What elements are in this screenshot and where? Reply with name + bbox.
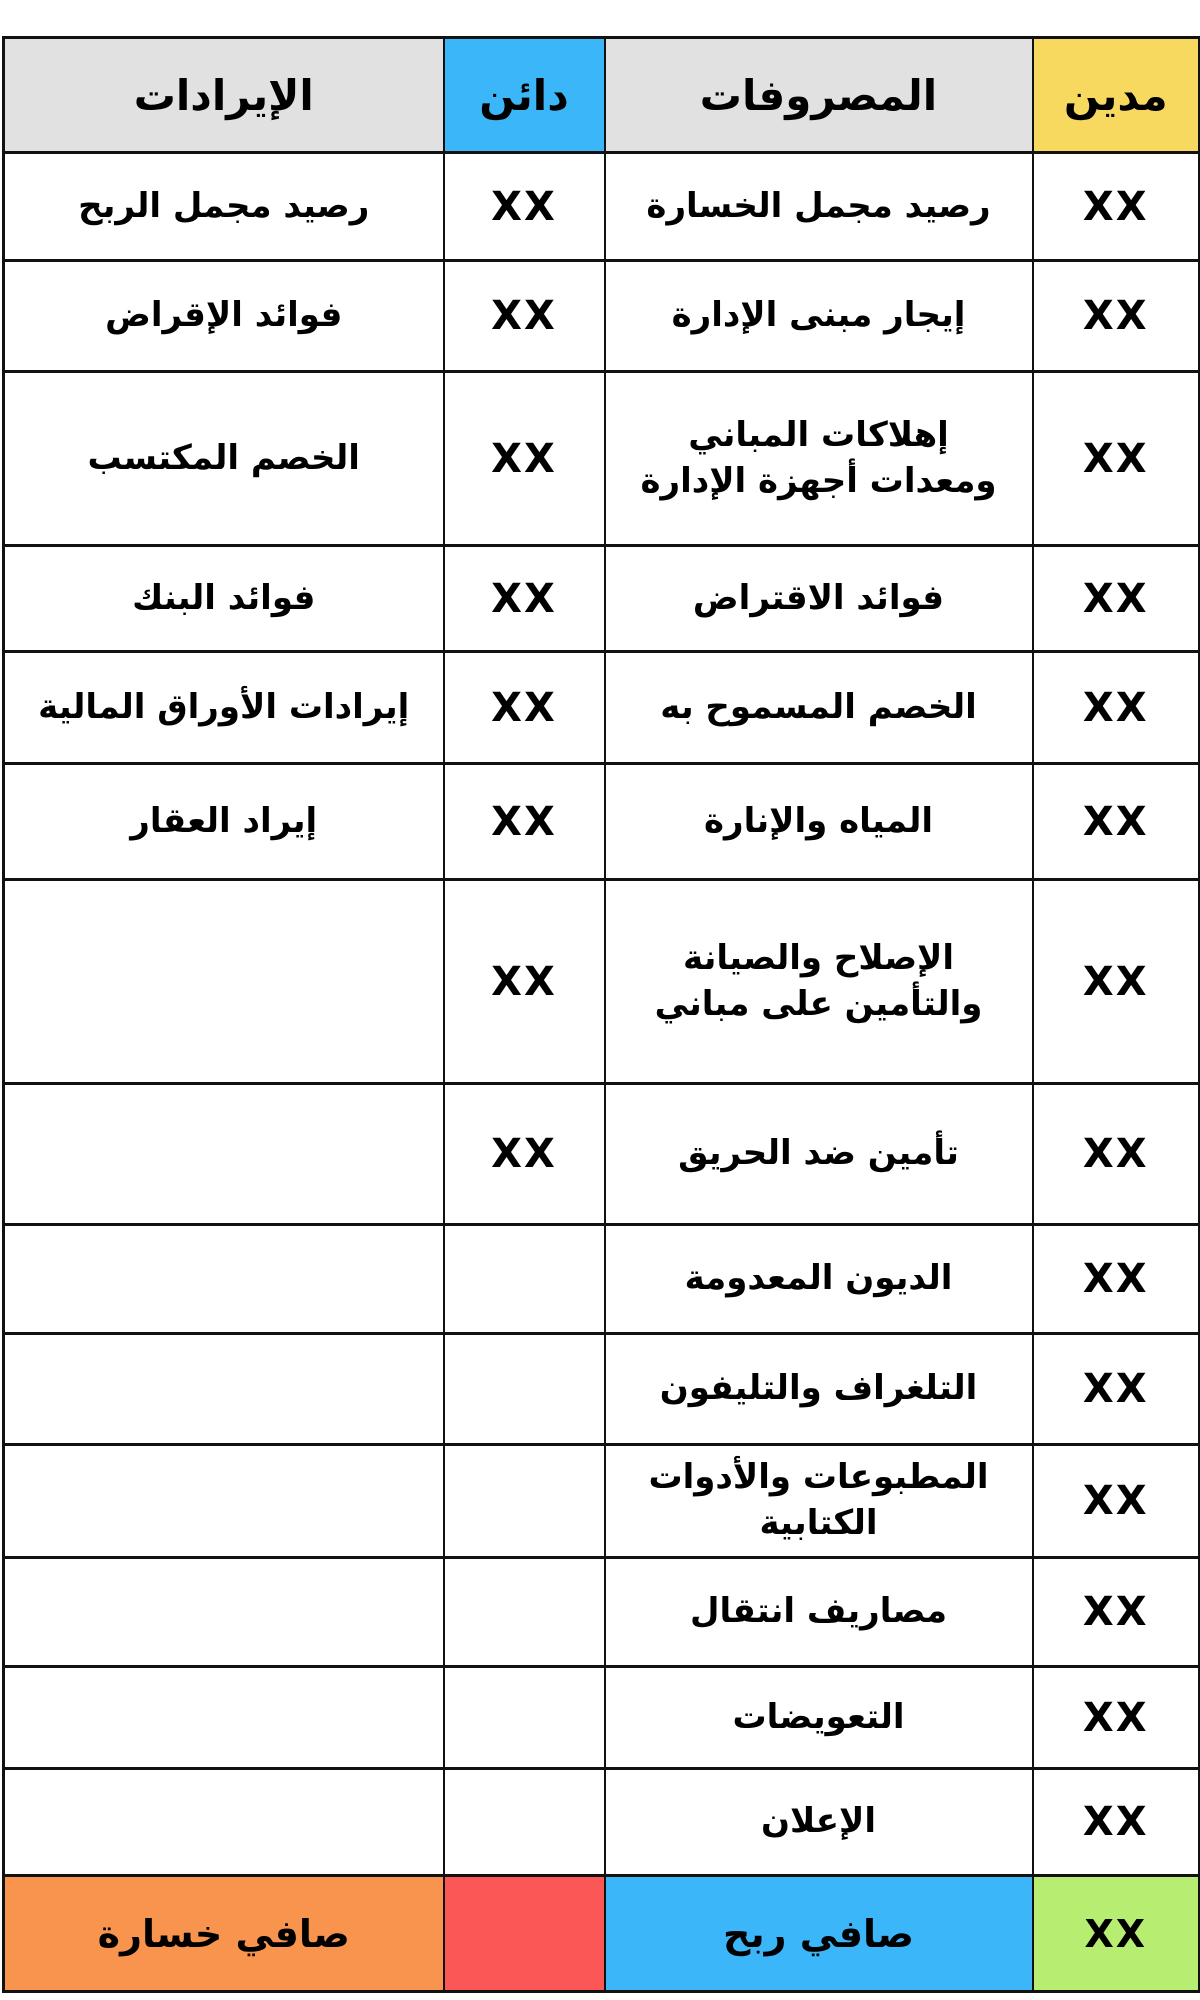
debit-value-cell: XX: [1033, 1225, 1200, 1334]
revenue-label-cell: رصيد مجمل الربح: [4, 153, 444, 261]
revenue-label-cell: [4, 1667, 444, 1769]
revenue-label-cell: [4, 1334, 444, 1445]
footer-net-loss-cell: صافي خسارة: [4, 1876, 444, 1992]
debit-value-cell: XX: [1033, 153, 1200, 261]
footer-credit-cell: [444, 1876, 605, 1992]
debit-value-cell: XX: [1033, 764, 1200, 880]
debit-value-cell: XX: [1033, 1445, 1200, 1558]
footer-net-profit-cell: صافي ربح: [605, 1876, 1033, 1992]
revenue-label-cell: [4, 880, 444, 1084]
profit-loss-table: [2, 36, 1200, 1993]
credit-value-cell: [444, 1558, 605, 1667]
table-row: [4, 1445, 1200, 1558]
expense-label-cell: الخصم المسموح به: [605, 652, 1033, 764]
expense-label-cell: الديون المعدومة: [605, 1225, 1033, 1334]
table-row: [4, 764, 1200, 880]
expense-label-cell: الإعلان: [605, 1769, 1033, 1876]
table-row: [4, 1558, 1200, 1667]
credit-value-cell: [444, 1445, 605, 1558]
revenue-label-cell: إيراد العقار: [4, 764, 444, 880]
table-row: [4, 1334, 1200, 1445]
table-row: [4, 1769, 1200, 1876]
expense-label-cell: إهلاكات المباني ومعدات أجهزة الإدارة: [605, 372, 1033, 546]
debit-value-cell: XX: [1033, 546, 1200, 652]
table-row: [4, 1084, 1200, 1225]
debit-value-cell: XX: [1033, 1558, 1200, 1667]
credit-value-cell: [444, 1769, 605, 1876]
header-credit: دائن: [444, 38, 605, 153]
table-body: [4, 153, 1200, 1876]
expense-label-cell: فوائد الاقتراض: [605, 546, 1033, 652]
table-row: [4, 1667, 1200, 1769]
credit-value-cell: XX: [444, 372, 605, 546]
table-footer: [4, 1876, 1200, 1992]
credit-value-cell: XX: [444, 764, 605, 880]
expense-label-cell: تأمين ضد الحريق: [605, 1084, 1033, 1225]
revenue-label-cell: [4, 1084, 444, 1225]
expense-label-cell: مصاريف انتقال: [605, 1558, 1033, 1667]
expense-label-cell: التعويضات: [605, 1667, 1033, 1769]
expense-label-cell: رصيد مجمل الخسارة: [605, 153, 1033, 261]
expense-label-cell: إيجار مبنى الإدارة: [605, 261, 1033, 372]
debit-value-cell: XX: [1033, 261, 1200, 372]
table-row: [4, 1225, 1200, 1334]
credit-value-cell: [444, 1225, 605, 1334]
debit-value-cell: XX: [1033, 1084, 1200, 1225]
credit-value-cell: XX: [444, 153, 605, 261]
debit-value-cell: XX: [1033, 652, 1200, 764]
expense-label-cell: الإصلاح والصيانة والتأمين على مباني: [605, 880, 1033, 1084]
header-debit: مدين: [1033, 38, 1200, 153]
credit-value-cell: [444, 1667, 605, 1769]
credit-value-cell: [444, 1334, 605, 1445]
footer-debit-value-cell: XX: [1033, 1876, 1200, 1992]
revenue-label-cell: [4, 1225, 444, 1334]
revenue-label-cell: الخصم المكتسب: [4, 372, 444, 546]
header-row: [4, 38, 1200, 153]
expense-label-cell: المطبوعات والأدوات الكتابية: [605, 1445, 1033, 1558]
debit-value-cell: XX: [1033, 1334, 1200, 1445]
table-row: [4, 261, 1200, 372]
revenue-label-cell: [4, 1769, 444, 1876]
credit-value-cell: XX: [444, 261, 605, 372]
table-header: [4, 38, 1200, 153]
footer-row: [4, 1876, 1200, 1992]
table-row: [4, 153, 1200, 261]
credit-value-cell: XX: [444, 546, 605, 652]
table-row: [4, 546, 1200, 652]
revenue-label-cell: [4, 1558, 444, 1667]
debit-value-cell: XX: [1033, 1769, 1200, 1876]
expense-label-cell: التلغراف والتليفون: [605, 1334, 1033, 1445]
table-row: [4, 652, 1200, 764]
header-expenses: المصروفات: [605, 38, 1033, 153]
credit-value-cell: XX: [444, 880, 605, 1084]
revenue-label-cell: فوائد الإقراض: [4, 261, 444, 372]
revenue-label-cell: فوائد البنك: [4, 546, 444, 652]
revenue-label-cell: إيرادات الأوراق المالية: [4, 652, 444, 764]
header-revenues: الإيرادات: [4, 38, 444, 153]
table-row: [4, 372, 1200, 546]
revenue-label-cell: [4, 1445, 444, 1558]
credit-value-cell: XX: [444, 652, 605, 764]
debit-value-cell: XX: [1033, 1667, 1200, 1769]
debit-value-cell: XX: [1033, 880, 1200, 1084]
table-row: [4, 880, 1200, 1084]
credit-value-cell: XX: [444, 1084, 605, 1225]
debit-value-cell: XX: [1033, 372, 1200, 546]
expense-label-cell: المياه والإنارة: [605, 764, 1033, 880]
